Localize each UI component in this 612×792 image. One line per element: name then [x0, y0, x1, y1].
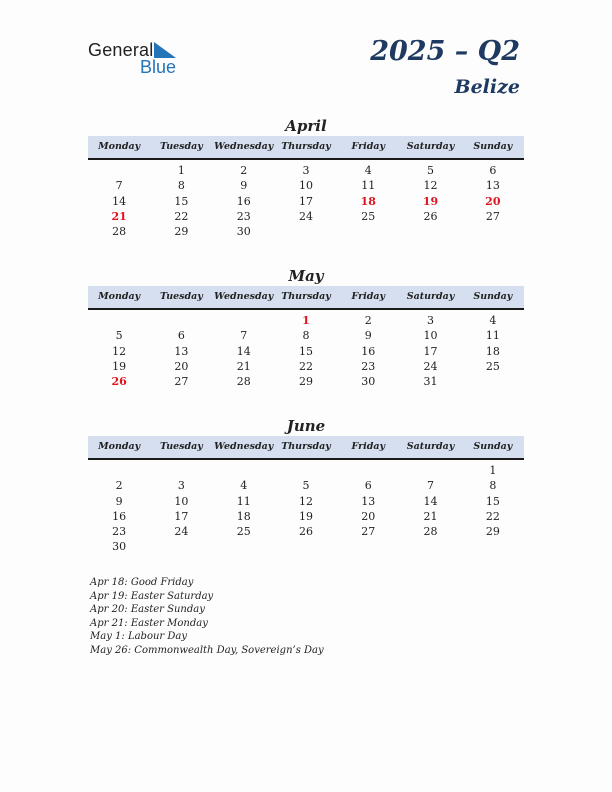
day-cell: 10: [174, 494, 189, 508]
day-cell: [399, 463, 461, 478]
day-cell: 17: [298, 194, 313, 208]
day-cell: 8: [177, 179, 185, 193]
day-cell: 25: [485, 359, 500, 373]
month-may: [88, 266, 524, 389]
day-cell: 21: [423, 509, 438, 523]
day-cell: 9: [115, 494, 123, 508]
weekday-header: Saturday: [406, 141, 455, 152]
day-cell: 9: [364, 329, 372, 343]
day-cell: 18: [485, 344, 500, 358]
day-cell: 7: [427, 479, 435, 493]
day-cell: 23: [112, 525, 127, 539]
day-cell: 30: [112, 540, 127, 554]
week-grid: [88, 160, 524, 239]
day-cell: 18: [236, 509, 251, 523]
day-cell: 19: [112, 359, 127, 373]
day-cell: [275, 539, 337, 554]
week-row: [88, 494, 524, 509]
day-cell: [275, 224, 337, 239]
day-cell: 5: [115, 329, 123, 343]
day-cell: 12: [112, 344, 127, 358]
logo-word-general: General: [88, 40, 154, 60]
logo-word-blue: Blue: [140, 57, 177, 77]
day-cell: 2: [364, 314, 372, 327]
week-row: [88, 328, 524, 343]
holiday-note: Apr 18: Good Friday: [90, 577, 194, 588]
day-cell: 14: [236, 344, 251, 358]
day-cell: 25: [361, 209, 376, 223]
day-cell: 14: [112, 194, 127, 208]
holiday-day-cell: 1: [302, 314, 310, 327]
weekday-header: Monday: [98, 291, 141, 302]
day-cell: 1: [177, 164, 185, 177]
day-cell: [337, 539, 399, 554]
day-cell: [462, 539, 524, 554]
day-cell: 9: [240, 179, 248, 193]
week-grid: [88, 310, 524, 389]
day-cell: [88, 163, 150, 178]
week-row: [88, 463, 524, 478]
weekday-header: Tuesday: [160, 441, 203, 452]
day-cell: 6: [177, 329, 185, 343]
day-cell: 27: [485, 209, 500, 223]
day-cell: 10: [423, 329, 438, 343]
day-cell: 19: [298, 509, 313, 523]
day-cell: [213, 313, 275, 328]
day-cell: 20: [361, 509, 376, 523]
day-cell: 13: [485, 179, 500, 193]
weekday-header: Tuesday: [160, 291, 203, 302]
day-cell: 12: [298, 494, 313, 508]
week-row: [88, 344, 524, 359]
day-cell: 3: [302, 164, 310, 177]
day-cell: 12: [423, 179, 438, 193]
day-cell: [88, 313, 150, 328]
day-cell: 3: [177, 479, 185, 493]
day-cell: 2: [240, 164, 248, 177]
day-cell: 11: [485, 329, 500, 343]
day-cell: 4: [240, 479, 248, 493]
week-row: [88, 163, 524, 178]
day-cell: 16: [361, 344, 376, 358]
week-row: [88, 209, 524, 224]
day-cell: [150, 463, 212, 478]
holiday-day-cell: 20: [485, 194, 501, 208]
month-name: April: [285, 117, 327, 135]
day-cell: 11: [361, 179, 376, 193]
holiday-notes: [90, 576, 324, 658]
weekday-header-row: [88, 436, 524, 460]
weekday-header: Thursday: [281, 291, 331, 302]
day-cell: [275, 463, 337, 478]
day-cell: 16: [236, 194, 251, 208]
day-cell: 5: [427, 164, 435, 177]
day-cell: 22: [298, 359, 313, 373]
day-cell: 30: [236, 225, 251, 239]
day-cell: 14: [423, 494, 438, 508]
day-cell: 8: [489, 479, 497, 493]
day-cell: 16: [112, 509, 127, 523]
week-row: [88, 524, 524, 539]
day-cell: 31: [423, 375, 438, 389]
holiday-note: May 1: Labour Day: [90, 631, 187, 643]
day-cell: 24: [423, 359, 438, 373]
day-cell: 23: [361, 359, 376, 373]
day-cell: 2: [115, 479, 123, 493]
day-cell: [88, 463, 150, 478]
day-cell: 22: [485, 509, 500, 523]
weekday-header: Tuesday: [160, 141, 203, 152]
weekday-header: Sunday: [473, 141, 513, 152]
week-row: [88, 374, 524, 389]
day-cell: [462, 374, 524, 389]
week-row: [88, 478, 524, 493]
weekday-header: Saturday: [406, 291, 455, 302]
day-cell: 1: [489, 464, 497, 477]
day-cell: 13: [174, 344, 189, 358]
page-subtitle: Belize: [454, 76, 520, 98]
day-cell: 26: [298, 525, 313, 539]
holiday-day-cell: 19: [422, 194, 439, 208]
weekday-header: Sunday: [473, 291, 513, 302]
day-cell: 29: [485, 525, 500, 539]
week-row: [88, 539, 524, 554]
weekday-header: Thursday: [281, 441, 331, 452]
day-cell: 17: [174, 509, 189, 523]
day-cell: 3: [427, 314, 435, 327]
weekday-header: Thursday: [281, 141, 331, 152]
day-cell: [337, 224, 399, 239]
day-cell: 8: [302, 329, 310, 343]
week-row: [88, 509, 524, 524]
week-grid: [88, 460, 524, 555]
page-title: 2025 – Q2: [370, 36, 520, 67]
weekday-header: Friday: [351, 291, 386, 302]
day-cell: 6: [489, 164, 497, 177]
day-cell: [213, 539, 275, 554]
month-april: [88, 116, 524, 239]
day-cell: 27: [361, 525, 376, 539]
day-cell: 22: [174, 209, 189, 223]
week-row: [88, 178, 524, 193]
day-cell: 10: [298, 179, 313, 193]
holiday-day-cell: 21: [111, 209, 127, 223]
day-cell: 15: [485, 494, 500, 508]
day-cell: 4: [364, 164, 372, 177]
weekday-header-row: [88, 286, 524, 310]
holiday-note: Apr 20: Easter Sunday: [90, 604, 205, 616]
week-row: [88, 359, 524, 374]
day-cell: 25: [236, 525, 251, 539]
holiday-day-cell: 18: [360, 194, 376, 208]
holiday-note: May 26: Commonwealth Day, Sovereign’s Day: [90, 644, 324, 656]
weekday-header: Wednesday: [214, 141, 274, 152]
weekday-header: Friday: [351, 441, 386, 452]
holiday-note: Apr 19: Easter Saturday: [90, 590, 214, 602]
weekday-header-row: [88, 136, 524, 160]
day-cell: 7: [115, 179, 123, 193]
day-cell: 15: [298, 344, 313, 358]
day-cell: 5: [302, 479, 310, 493]
day-cell: 26: [423, 209, 438, 223]
day-cell: [462, 224, 524, 239]
weekday-header: Sunday: [473, 441, 513, 452]
day-cell: [399, 539, 461, 554]
day-cell: [337, 463, 399, 478]
holiday-note: Apr 21: Easter Monday: [90, 617, 208, 629]
logo-triangle-icon: [154, 42, 176, 58]
day-cell: 20: [174, 359, 189, 373]
weekday-header: Monday: [98, 141, 141, 152]
day-cell: 15: [174, 194, 189, 208]
weekday-header: Friday: [351, 141, 386, 152]
weekday-header: Saturday: [406, 441, 455, 452]
day-cell: 21: [236, 359, 251, 373]
day-cell: 13: [361, 494, 376, 508]
day-cell: 7: [240, 329, 248, 343]
day-cell: 6: [364, 479, 372, 493]
day-cell: 24: [298, 209, 313, 223]
week-row: [88, 224, 524, 239]
day-cell: 29: [298, 375, 313, 389]
logo: [88, 40, 188, 80]
day-cell: [399, 224, 461, 239]
day-cell: 28: [112, 225, 127, 239]
week-row: [88, 313, 524, 328]
weekday-header: Wednesday: [214, 291, 274, 302]
day-cell: 30: [361, 375, 376, 389]
week-row: [88, 194, 524, 209]
day-cell: 27: [174, 375, 189, 389]
day-cell: 24: [174, 525, 189, 539]
day-cell: 29: [174, 225, 189, 239]
month-name: June: [286, 417, 326, 435]
month-name: May: [288, 267, 324, 285]
day-cell: [150, 539, 212, 554]
month-june: [88, 416, 524, 555]
day-cell: [213, 463, 275, 478]
day-cell: 11: [236, 494, 251, 508]
day-cell: 4: [489, 314, 497, 327]
day-cell: 28: [423, 525, 438, 539]
day-cell: [150, 313, 212, 328]
day-cell: 17: [423, 344, 438, 358]
weekday-header: Wednesday: [214, 441, 274, 452]
holiday-day-cell: 26: [111, 375, 127, 389]
weekday-header: Monday: [98, 441, 141, 452]
day-cell: 28: [236, 375, 251, 389]
day-cell: 23: [236, 209, 251, 223]
